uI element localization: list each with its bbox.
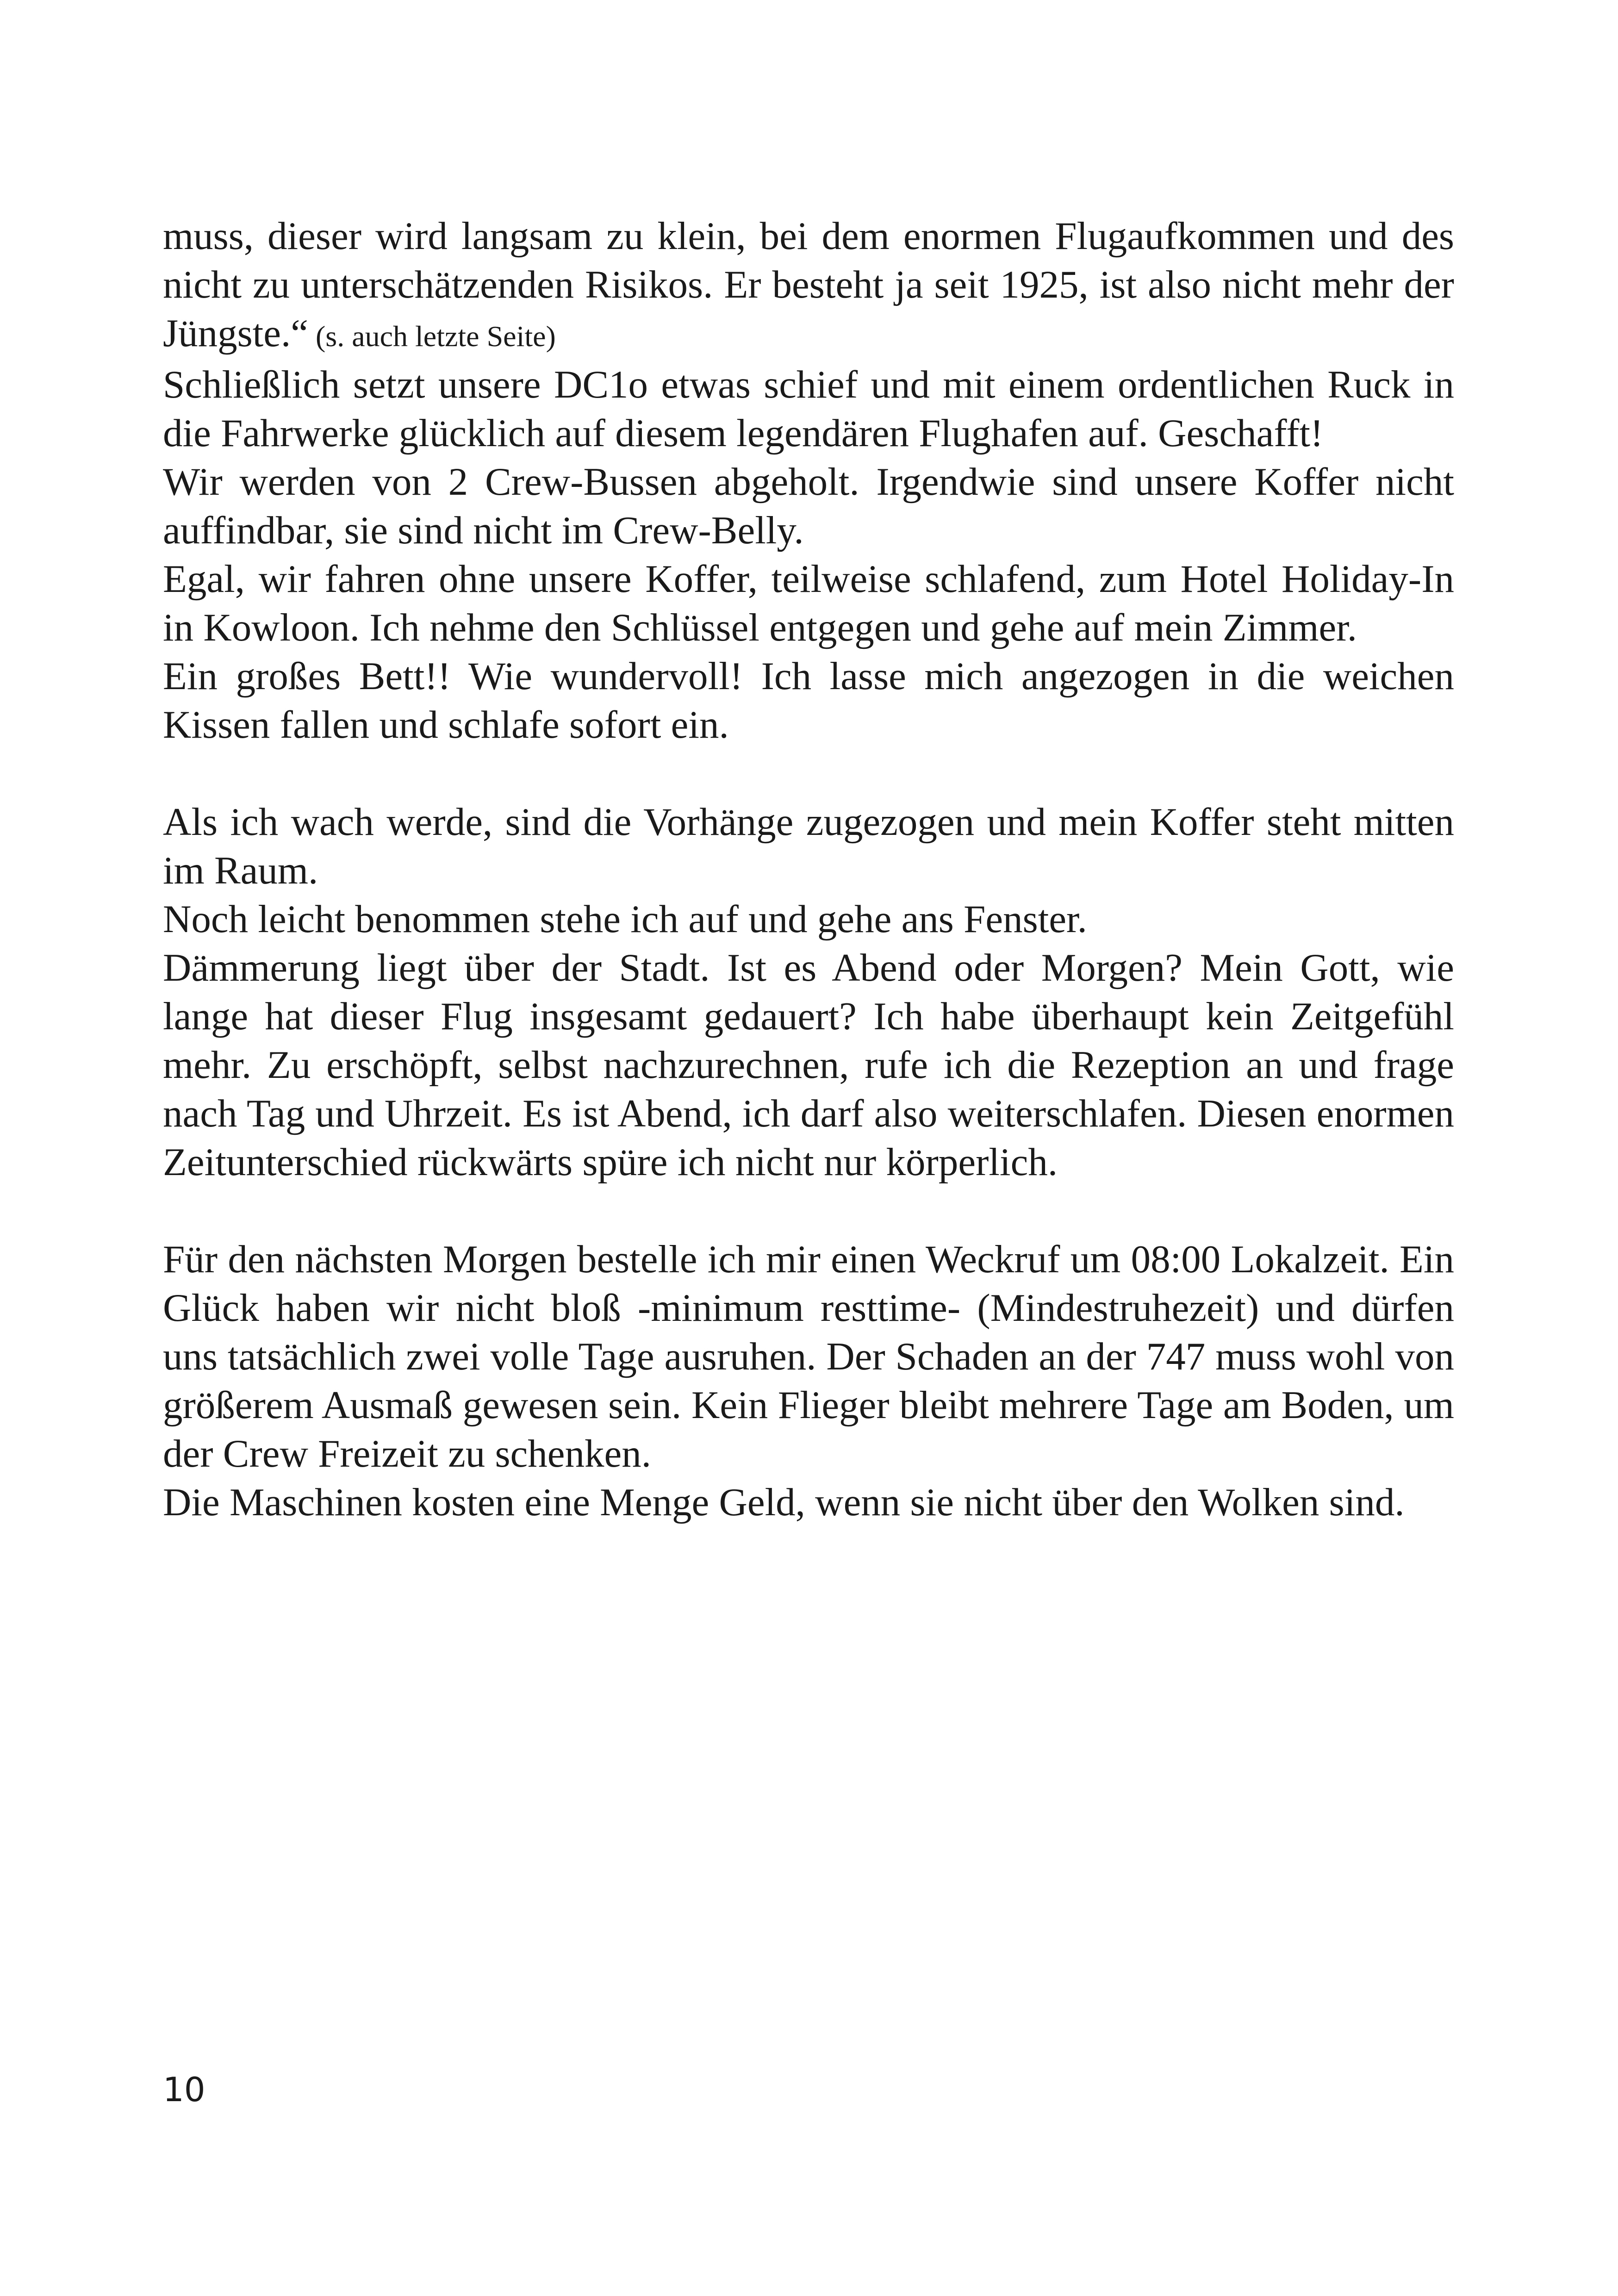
paragraph: Als ich wach werde, sind die Vorhänge zugezogen und mein Koffer steht mitten im Raum. — [163, 800, 1454, 892]
paragraph: Die Maschinen kosten eine Menge Geld, wenn sie nicht über den Wolken sind. — [163, 1481, 1405, 1524]
body-text — [163, 212, 1454, 1527]
paragraph: Noch leicht benommen stehe ich auf und gehe ans Fenster. — [163, 897, 1087, 941]
reference-note: (s. auch letzte Seite) — [308, 320, 556, 353]
paragraph: Für den nächsten Morgen bestelle ich mir einen Weckruf um 08:00 Lokalzeit. Ein Glück haben wir nicht bloß -minimum resttime- (Mindestruhezeit) und dürfen uns tatsächlich zwei volle Tage ausruhen. Der Schaden an der 747 muss wohl von größerem Ausmaß gewesen sein. Kein Flieger bleibt mehrere Tage am Boden, um der Crew Freizeit zu schenken. — [163, 1238, 1454, 1475]
paragraph: Egal, wir fahren ohne unsere Koffer, teilweise schlafend, zum Hotel Holiday-In in Kowloon. Ich nehme den Schlüssel entgegen und gehe auf mein Zimmer. — [163, 557, 1454, 649]
paragraph: Dämmerung liegt über der Stadt. Ist es Abend oder Morgen? Mein Gott, wie lange hat dieser Flug insgesamt gedauert? Ich habe überhaupt kein Zeitgefühl mehr. Zu erschöpft, selbst nachzurechnen, rufe ich die Rezeption an und frage nach Tag und Uhrzeit. Es ist Abend, ich darf also weiterschlafen. Diesen enormen Zeitunterschied rückwärts spüre ich nicht nur körperlich. — [163, 946, 1454, 1184]
paragraph: Wir werden von 2 Crew-Bussen abgeholt. Irgendwie sind unsere Koffer nicht auffindbar, sie sind nicht im Crew-Belly. — [163, 460, 1454, 552]
page-number: 10 — [163, 2070, 205, 2109]
paragraph-text: muss, dieser wird langsam zu klein, bei dem enormen Flugaufkommen und des nicht zu unterschätzenden Risikos. Er besteht ja seit 1925, ist also nicht mehr der Jüngste.“ — [163, 214, 1454, 355]
paragraph: Ein großes Bett!! Wie wundervoll! Ich lasse mich angezogen in die weichen Kissen fallen und schlafe sofort ein. — [163, 654, 1454, 747]
paragraph — [163, 212, 1454, 361]
paragraph: Schließlich setzt unsere DC1o etwas schief und mit einem ordentlichen Ruck in die Fahrwerke glücklich auf diesem legendären Flughafen auf. Geschafft! — [163, 363, 1454, 455]
